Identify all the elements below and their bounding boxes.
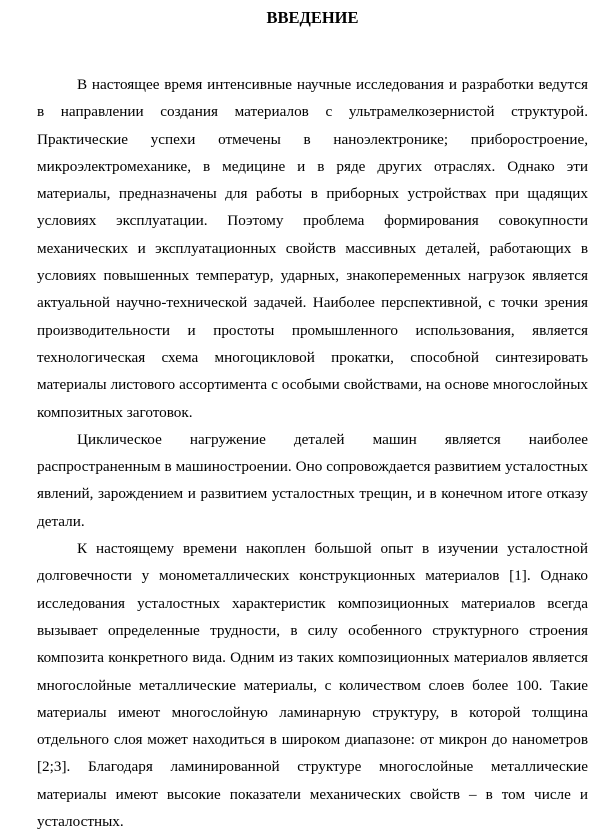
paragraph-fatigue-experience: К настоящему времени накоплен большой опыт в изучении усталостной долговечности у монометаллических конструкционных материалов [1]. Однако исследования усталостных характеристик композиционных материалов всегда вызывает определенные трудности, в силу особенного структурного строения композита конкретного вида. Одним из таких композиционных материалов является многослойные металлические материалы, с количеством слоев более 100. Такие материалы имеют многослойную ламинарную структуру, в которой толщина отдельного слоя может находиться в широком диапазоне: от микрон до нанометров [2;3]. Благодаря ламинированной структуре многослойные металлические материалы имеют высокие показатели механических свойств – в том числе и усталостных. bbox=[37, 540, 588, 831]
paragraph-cyclic-loading: Циклическое нагружение деталей машин является наиболее распространенным в машиностроении. Оно сопровождается развитием усталостных явлений, зарождением и развитием усталостных трещин, и в конечном итоге отказу детали. bbox=[37, 430, 588, 530]
page-title: ВВЕДЕНИЕ bbox=[266, 8, 359, 27]
paragraph-intro-research: В настоящее время интенсивные научные исследования и разработки ведутся в направлении создания материалов с ультрамелкозернистой структурой. Практические успехи отмечены в наноэлектронике; приборостроение, микроэлектромеханике, в медицине и в ряде других отраслях. Однако эти материалы, предназначены для работы в приборных устройствах при щадящих условиях эксплуатации. Поэтому проблема формирования совокупности механических и эксплуатационных свойств массивных деталей, работающих в условиях повышенных температур, ударных, знакопеременных нагрузок является актуальной научно-технической задачей. Наиболее перспективной, с точки зрения производительности и простоты промышленного использования, является технологическая схема многоцикловой прокатки, способной синтезировать материалы листового ассортимента с особыми свойствами, на основе многослойных композитных заготовок. bbox=[37, 76, 588, 421]
